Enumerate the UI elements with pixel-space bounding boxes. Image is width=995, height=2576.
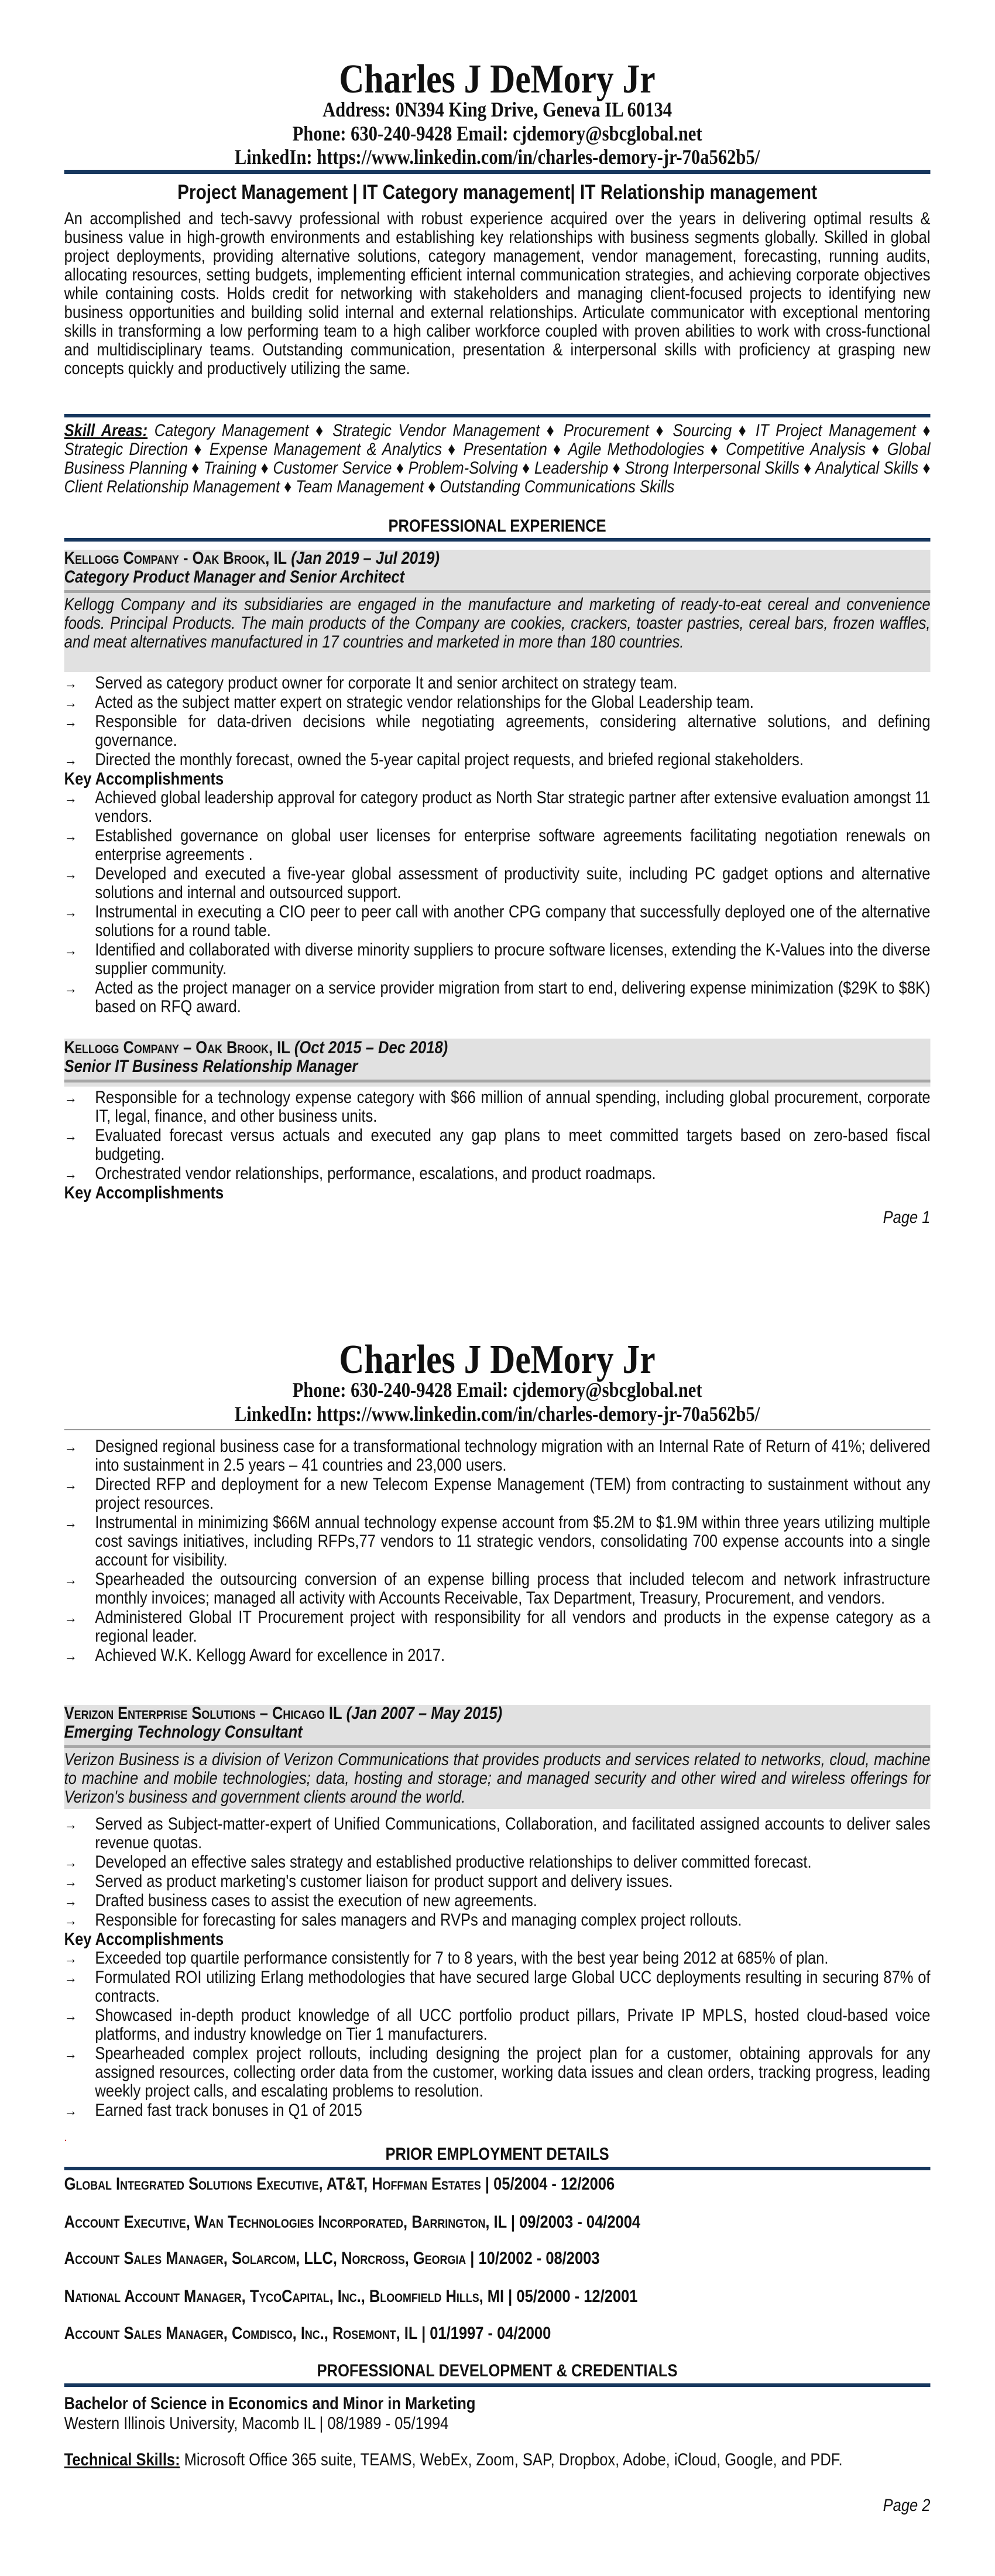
bullet-item xyxy=(64,1815,931,1852)
job-details-kellogg-2015 xyxy=(64,1088,931,1203)
bullet-text: Acted as the project manager on a service provider migration from start to end, delivering expense minimization ($29K to $8K) based on RFQ award. xyxy=(95,978,931,1016)
section-title-prior-employment: PRIOR EMPLOYMENT DETAILS xyxy=(385,2145,609,2164)
accomplishments-list xyxy=(64,1437,931,1665)
prior-item: Account Executive, Wan Technologies Incorporated, Barrington, IL | 09/2003 - 04/2004 xyxy=(64,2212,641,2232)
job-header-kellogg-2015 xyxy=(64,1039,931,1087)
experience-divider xyxy=(64,538,931,542)
bullet-text: Instrumental in executing a CIO peer to peer call with another CPG company that successfully deployed one of the alternative solutions for a round table. xyxy=(95,902,931,940)
arrow-bullet-icon: → xyxy=(64,1571,77,1588)
bullet-text: Achieved W.K. Kellogg Award for excellence in 2017. xyxy=(95,1646,445,1665)
arrow-bullet-icon: → xyxy=(64,941,77,959)
arrow-bullet-icon: → xyxy=(64,1438,77,1455)
page-number: Page 2 xyxy=(883,2496,931,2515)
bullet-item xyxy=(64,1164,931,1183)
job-header-divider xyxy=(64,1745,931,1748)
arrow-bullet-icon: → xyxy=(64,1127,77,1145)
skill-areas-label: Skill Areas: xyxy=(64,421,148,440)
prior-item: Global Integrated Solutions Executive, AT&T, Hoffman Estates | 05/2004 - 12/2006 xyxy=(64,2174,615,2194)
arrow-bullet-icon: → xyxy=(64,1912,77,1929)
bullet-item xyxy=(64,2006,931,2044)
key-accomplishments-heading: Key Accomplishments xyxy=(64,1183,224,1203)
bullet-text: Achieved global leadership approval for category product as North Star strategic partner after extensive evaluation amongst 11 vendors. xyxy=(95,788,931,826)
company: Verizon Enterprise Solutions – Chicago IL xyxy=(64,1704,342,1723)
arrow-bullet-icon: → xyxy=(64,827,77,845)
development-divider xyxy=(64,2383,931,2387)
bullet-item xyxy=(64,827,931,864)
arrow-bullet-icon: → xyxy=(64,1165,77,1183)
bullet-item xyxy=(64,2044,931,2101)
bullet-text: Directed RFP and deployment for a new Telecom Expense Management (TEM) from contracting to sustainment without any project resources. xyxy=(95,1475,931,1513)
prior-item: National Account Manager, TycoCapital, Inc., Bloomfield Hills, MI | 05/2000 - 12/2001 xyxy=(64,2287,638,2306)
arrow-bullet-icon: → xyxy=(64,1892,77,1910)
bullet-text: Directed the monthly forecast, owned the 5-year capital project requests, and briefed regional stakeholders. xyxy=(95,750,804,769)
bullet-item xyxy=(64,865,931,902)
phone-email: Phone: 630-240-9428 Email: cjdemory@sbcglobal.net xyxy=(292,121,702,145)
bullet-item xyxy=(64,1513,931,1570)
accomplishments-list xyxy=(64,789,931,1016)
key-accomplishments-heading: Key Accomplishments xyxy=(64,769,224,789)
bullet-text: Responsible for forecasting for sales managers and RVPs and managing complex project rollouts. xyxy=(95,1910,742,1930)
bullet-text: Served as product marketing's customer liaison for product support and delivery issues. xyxy=(95,1872,673,1891)
arrow-bullet-icon: → xyxy=(64,789,77,807)
bullet-item xyxy=(64,941,931,978)
section-title-experience: PROFESSIONAL EXPERIENCE xyxy=(388,516,606,536)
job-details-kellogg-2015-continued xyxy=(64,1437,931,1666)
skill-areas-text: Category Management ♦ Strategic Vendor Management ♦ Procurement ♦ Sourcing ♦ IT Project Management ♦ Strategic Direction ♦ Expense Management & Analytics ♦ Presentation ♦ Agile Methodologies ♦ Competitive Analysis ♦ Global Business Planning ♦ Training ♦ Customer Service ♦ Problem-Solving ♦ Leadership ♦ Strong Interpersonal Skills ♦ Analytical Skills ♦ Client Relationship Management ♦ Team Management ♦ Outstanding Communications Skills xyxy=(64,421,931,496)
arrow-bullet-icon: → xyxy=(64,694,77,711)
bullet-text: Administered Global IT Procurement project with responsibility for all vendors and products in the expense category as a regional leader. xyxy=(95,1608,931,1646)
prior-item: Account Sales Manager, Comdisco, Inc., Rosemont, IL | 01/1997 - 04/2000 xyxy=(64,2324,551,2343)
arrow-bullet-icon: → xyxy=(64,2102,77,2119)
job-header-verizon xyxy=(64,1705,931,1809)
bullet-text: Spearheaded complex project rollouts, including designing the project plan for a customer, obtaining approvals for any assigned resources, collecting order data from the customer, working data issues and clean orders, tracking progress, leading weekly project calls, and escalating problems to resolution. xyxy=(95,2044,931,2101)
bullet-item xyxy=(64,1853,931,1872)
bullet-item xyxy=(64,1126,931,1164)
arrow-bullet-icon: → xyxy=(64,1647,77,1664)
bullet-item xyxy=(64,712,931,750)
bullet-item xyxy=(64,979,931,1016)
technical-skills xyxy=(64,2451,931,2469)
arrow-bullet-icon: → xyxy=(64,713,77,731)
arrow-bullet-icon: → xyxy=(64,1969,77,1986)
bullet-item xyxy=(64,1646,931,1665)
bullet-item xyxy=(64,1437,931,1475)
company-description: Kellogg Company and its subsidiaries are engaged in the manufacture and marketing of ready-to-eat cereal and convenience foods. Principal Products. The main products of the Company are cookies, crackers, toaster pastries, cereal bars, frozen waffles, and meat alternatives manufactured in 17 countries and marketed in more than 180 countries. xyxy=(64,595,931,652)
summary: An accomplished and tech-savvy professional with robust experience acquired over the years in delivering optimal results & business value in high-growth environments and establishing key relationships with business segments globally. Skilled in global project deployments, providing alternative solutions, category management, vendor management, forecasting, running audits, allocating resources, setting budgets, implementing efficient internal communication strategies, and achieving corporate objectives while containing costs. Holds credit for networking with stakeholders and managing client-focused projects to identifying new business opportunities and building solid internal and external relationships. Articulate communicator with exceptional mentoring skills in transforming a low performing team to a high caliber workforce coupled with proven abilities to work with cross-functional and multidisciplinary teams. Outstanding communication, presentation & interpersonal skills with proficiency at grasping new concepts quickly and productively utilizing the same. xyxy=(64,209,931,378)
arrow-bullet-icon: → xyxy=(64,674,77,692)
bullet-text: Responsible for a technology expense category with $66 million of annual spending, including global procurement, corporate IT, legal, finance, and other business units. xyxy=(95,1088,931,1126)
prior-divider xyxy=(64,2167,931,2170)
bullet-text: Responsible for data-driven decisions while negotiating agreements, considering alternative solutions, and defining governance. xyxy=(95,712,931,750)
prior-item: Account Sales Manager, Solarcom, LLC, Norcross, Georgia | 10/2002 - 08/2003 xyxy=(64,2249,600,2268)
bullet-text: Designed regional business case for a transformational technology migration with an Internal Rate of Return of 41%; delivered into sustainment in 2.5 years – 41 countries and 23,000 users. xyxy=(95,1437,931,1475)
company: Kellogg Company - Oak Brook, IL xyxy=(64,549,287,568)
section-title-professional-development: PROFESSIONAL DEVELOPMENT & CREDENTIALS xyxy=(317,2361,678,2380)
skills-divider xyxy=(64,414,931,417)
job-dates: (Oct 2015 – Dec 2018) xyxy=(294,1038,448,1057)
bullet-item xyxy=(64,1911,931,1930)
arrow-bullet-icon: → xyxy=(64,2045,77,2063)
bullet-item xyxy=(64,1475,931,1513)
linkedin-link[interactable]: LinkedIn: https://www.linkedin.com/in/charles-demory-jr-70a562b5/ xyxy=(234,1402,760,1426)
job-details-kellogg-2019 xyxy=(64,674,931,1017)
bullet-item xyxy=(64,1088,931,1126)
header-divider xyxy=(64,1429,931,1430)
key-accomplishments-heading: Key Accomplishments xyxy=(64,1930,224,1949)
job-details-verizon xyxy=(64,1815,931,2121)
bullet-item xyxy=(64,789,931,826)
arrow-bullet-icon: → xyxy=(64,865,77,883)
bullet-item xyxy=(64,674,931,693)
duties-list xyxy=(64,1815,931,1930)
degree: Bachelor of Science in Economics and Minor in Marketing xyxy=(64,2394,476,2413)
job-dates: (Jan 2007 – May 2015) xyxy=(346,1704,503,1723)
bullet-item xyxy=(64,1608,931,1646)
arrow-bullet-icon: → xyxy=(64,903,77,921)
job-title: Category Product Manager and Senior Architect xyxy=(64,567,405,587)
bullet-text: Showcased in-depth product knowledge of all UCC portfolio product pillars, Private IP MPLS, hosted cloud-based voice platforms, and industry knowledge on Tier 1 manufacturers. xyxy=(95,2006,931,2044)
arrow-bullet-icon: → xyxy=(64,1089,77,1107)
bullet-text: Orchestrated vendor relationships, performance, escalations, and product roadmaps. xyxy=(95,1164,656,1183)
arrow-bullet-icon: → xyxy=(64,1854,77,1871)
arrow-bullet-icon: → xyxy=(64,1514,77,1532)
contact-block xyxy=(64,98,931,169)
arrow-bullet-icon: → xyxy=(64,1815,77,1833)
job-title: Emerging Technology Consultant xyxy=(64,1722,303,1742)
bullet-text: Served as Subject-matter-expert of Unified Communications, Collaboration, and facilitated assigned accounts to deliver sales revenue quotas. xyxy=(95,1814,931,1852)
bullet-text: Spearheaded the outsourcing conversion of an expense billing process that included telecom and network infrastructure monthly invoices; managed all activity with Accounts Receivable, Tax Department, Treasury, Procurement, and vendors. xyxy=(95,1570,931,1608)
arrow-bullet-icon: → xyxy=(64,1873,77,1890)
bullet-text: Served as category product owner for corporate It and senior architect on strategy team. xyxy=(95,673,678,693)
company: Kellogg Company – Oak Brook, IL xyxy=(64,1038,290,1057)
bullet-text: Drafted business cases to assist the execution of new agreements. xyxy=(95,1891,537,1910)
linkedin-link[interactable]: LinkedIn: https://www.linkedin.com/in/charles-demory-jr-70a562b5/ xyxy=(234,145,760,169)
bullet-text: Evaluated forecast versus actuals and executed any gap plans to meet committed targets based on zero-based fiscal budgeting. xyxy=(95,1126,931,1164)
arrow-bullet-icon: → xyxy=(64,979,77,997)
bullet-text: Established governance on global user licenses for enterprise software agreements facilitating negotiation renewals on enterprise agreements . xyxy=(95,826,931,864)
job-header-kellogg-2019 xyxy=(64,550,931,672)
bullet-item xyxy=(64,2101,931,2120)
stray-mark: . xyxy=(64,2131,67,2144)
school: Western Illinois University, Macomb IL | 08/1989 - 05/1994 xyxy=(64,2414,449,2433)
contact-block xyxy=(64,1378,931,1426)
bullet-item xyxy=(64,1949,931,1968)
job-header-divider xyxy=(64,1080,931,1083)
bullet-text: Identified and collaborated with diverse minority suppliers to procure software licenses, extending the K-Values into the diverse supplier community. xyxy=(95,940,931,978)
bullet-text: Earned fast track bonuses in Q1 of 2015 xyxy=(95,2101,362,2120)
job-title: Senior IT Business Relationship Manager xyxy=(64,1057,358,1076)
duties-list xyxy=(64,674,931,769)
bullet-item xyxy=(64,903,931,940)
bullet-item xyxy=(64,1570,931,1608)
bullet-item xyxy=(64,751,931,769)
bullet-item xyxy=(64,1872,931,1891)
phone-email: Phone: 630-240-9428 Email: cjdemory@sbcglobal.net xyxy=(292,1378,702,1402)
skill-areas xyxy=(64,422,931,496)
headline: Project Management | IT Category management| IT Relationship management xyxy=(177,181,817,204)
arrow-bullet-icon: → xyxy=(64,2007,77,2025)
bullet-text: Instrumental in minimizing $66M annual technology expense account from $5.2M to $1.9M within three years utilizing multiple cost savings initiatives, including RFPs,77 vendors to 11 strategic vendors, consolidating 700 expense accounts into a single account for visibility. xyxy=(95,1513,931,1570)
bullet-text: Formulated ROI utilizing Erlang methodologies that have secured large Global UCC deployments resulting in securing 87% of contracts. xyxy=(95,1968,931,2006)
bullet-item xyxy=(64,1892,931,1910)
candidate-name: Charles J DeMory Jr xyxy=(339,1337,656,1382)
bullet-item xyxy=(64,693,931,712)
candidate-name: Charles J DeMory Jr xyxy=(339,57,656,102)
duties-list xyxy=(64,1088,931,1183)
accomplishments-list xyxy=(64,1949,931,2120)
arrow-bullet-icon: → xyxy=(64,1476,77,1493)
bullet-text: Exceeded top quartile performance consistently for 7 to 8 years, with the best year being 2012 at 685% of plan. xyxy=(95,1948,829,1968)
page-number: Page 1 xyxy=(883,1208,931,1227)
bullet-text: Developed an effective sales strategy and established productive relationships to deliver committed forecast. xyxy=(95,1852,812,1872)
job-header-divider xyxy=(64,590,931,593)
arrow-bullet-icon: → xyxy=(64,1609,77,1626)
company-description: Verizon Business is a division of Verizon Communications that provides products and services related to networks, cloud, machine to machine and mobile technologies; data, hosting and storage; and managed security and other wired and wireless offerings for Verizon's business and government clients around the world. xyxy=(64,1750,931,1807)
bullet-text: Acted as the subject matter expert on strategic vendor relationships for the Global Leadership team. xyxy=(95,693,754,712)
address: Address: 0N394 King Drive, Geneva IL 60134 xyxy=(322,98,673,121)
bullet-item xyxy=(64,1968,931,2006)
bullet-text: Developed and executed a five-year global assessment of productivity suite, including PC gadget options and alternative solutions and internal and outsourced support. xyxy=(95,864,931,902)
arrow-bullet-icon: → xyxy=(64,1950,77,1967)
job-dates: (Jan 2019 – Jul 2019) xyxy=(291,549,440,568)
technical-skills-text: Microsoft Office 365 suite, TEAMS, WebEx, Zoom, SAP, Dropbox, Adobe, iCloud, Google, and PDF. xyxy=(180,2450,843,2469)
technical-skills-label: Technical Skills: xyxy=(64,2450,180,2469)
arrow-bullet-icon: → xyxy=(64,751,77,769)
header-divider xyxy=(64,170,931,174)
